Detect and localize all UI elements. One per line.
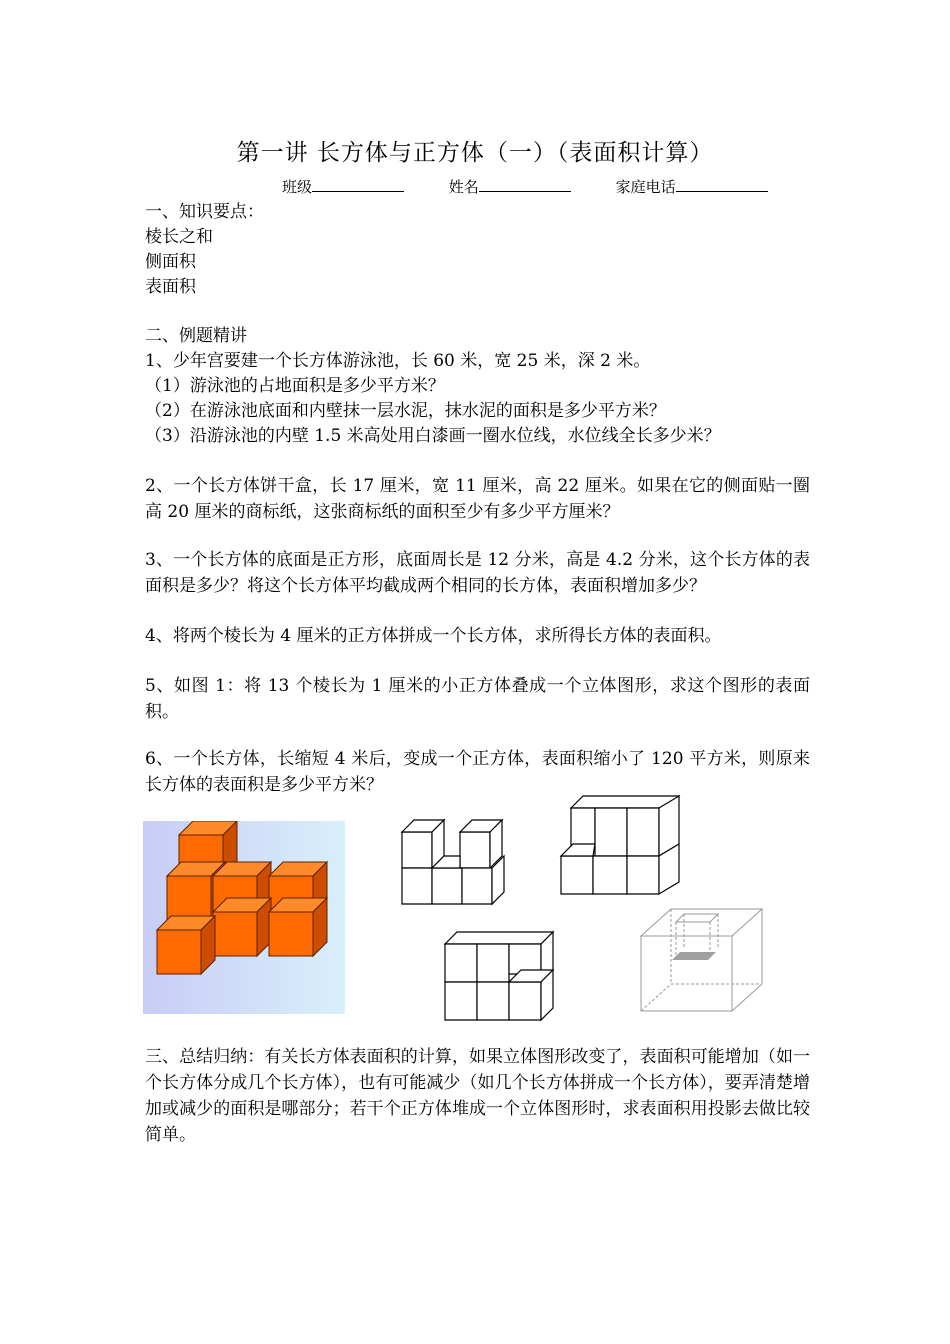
- section3-summary: 三、总结归纳：有关长方体表面积的计算，如果立体图形改变了，表面积可能增加（如一个长方体分成几个长方体），也有可能减少（如几个长方体拼成一个长方体），要弄清楚增加或减少的面积是哪部分；若干个正方体堆成一个立体图形时，求表面积用投影去做比较简单。: [145, 1047, 810, 1145]
- cube-face: [269, 912, 313, 956]
- question-3: 3、一个长方体的底面是正方形，底面周长是 12 分米，高是 4.2 分米，这个长方体的表面积是多少？将这个长方体平均截成两个相同的长方体，表面积增加多少？: [145, 550, 810, 596]
- question-5: 5、如图 1：将 13 个棱长为 1 厘米的小正方体叠成一个立体图形，求这个图形的表面积。: [145, 676, 810, 722]
- knowledge-item: 棱长之和: [145, 227, 213, 247]
- phone-blank[interactable]: [676, 176, 768, 192]
- figure-wire-cubes-c: [441, 918, 563, 1024]
- cube-face: [157, 930, 201, 974]
- knowledge-item: 侧面积: [145, 252, 196, 272]
- knowledge-item: 表面积: [145, 277, 196, 297]
- question-6: 6、一个长方体，长缩短 4 米后，变成一个正方体，表面积缩小了 120 平方米，则原来长方体的表面积是多少平方米？: [145, 749, 810, 795]
- question-1: 1、少年宫要建一个长方体游泳池，长 60 米，宽 25 米，深 2 米。: [145, 351, 651, 371]
- student-info-row: [282, 176, 768, 197]
- question-2: 2、一个长方体饼干盒，长 17 厘米，宽 11 厘米，高 22 厘米。如果在它的侧面贴一圈高 20 厘米的商标纸，这张商标纸的面积至少有多少平方厘米？: [145, 476, 810, 522]
- question-1-part: （1）游泳池的占地面积是多少平方米？: [145, 376, 445, 396]
- phone-label: 家庭电话: [615, 178, 676, 196]
- question-1-part: （2）在游泳池底面和内壁抹一层水泥，抹水泥的面积是多少平方米？: [145, 401, 666, 421]
- section2-heading: 二、例题精讲: [145, 326, 247, 346]
- class-label: 班级: [282, 178, 313, 196]
- shaded-square: [672, 952, 716, 960]
- figure-wire-cubes-b: [557, 792, 687, 900]
- page-title: 第一讲 长方体与正方体（一）（表面积计算）: [236, 140, 714, 166]
- section1-heading: 一、知识要点：: [145, 202, 264, 222]
- cube-face: [167, 876, 211, 920]
- figure-wire-cubes-a: [398, 802, 520, 910]
- cube-face: [213, 912, 257, 956]
- figure-transparent-box: [638, 906, 768, 1016]
- class-blank[interactable]: [312, 176, 404, 192]
- question-4: 4、将两个棱长为 4 厘米的正方体拼成一个长方体，求所得长方体的表面积。: [145, 626, 722, 646]
- name-label: 姓名: [448, 178, 479, 196]
- question-1-part: （3）沿游泳池的内壁 1.5 米高处用白漆画一圈水位线，水位线全长多少米？: [145, 426, 721, 446]
- name-blank[interactable]: [479, 176, 571, 192]
- figure-orange-cubes: [143, 821, 345, 1014]
